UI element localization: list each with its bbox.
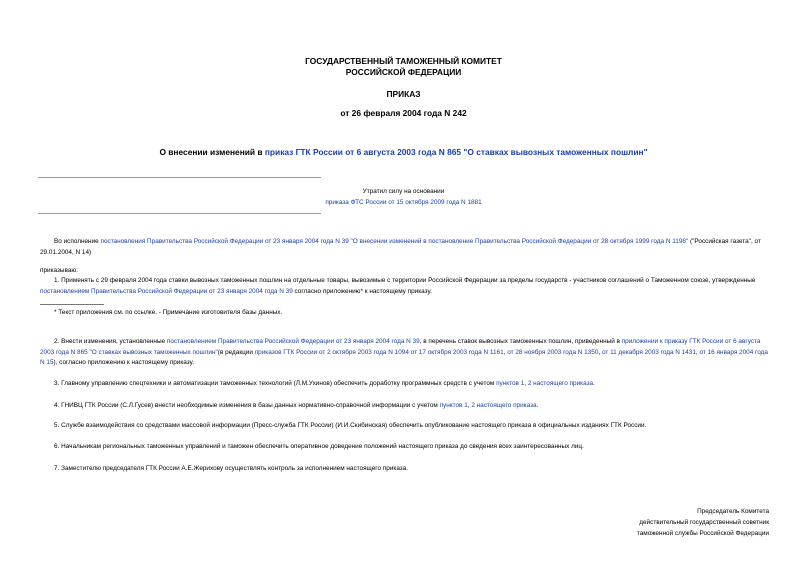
- p3-item-1-link[interactable]: пунктов 1: [496, 380, 525, 387]
- p4-text-2: ,: [467, 402, 472, 409]
- p2-text-3: (в редакции: [217, 348, 255, 356]
- footnote-separator: [40, 304, 104, 305]
- title-link[interactable]: приказ ГТК России от 6 августа 2003 года N 865 "О ставках вывозных таможенных пошлин": [264, 147, 648, 157]
- divider-bottom: [38, 213, 321, 214]
- p4-text-1: 4. ГНИВЦ ГТК России (С.Л.Гусев) внести необходимые изменения в базы данных нормативно-справочной информации с учетом: [54, 402, 440, 409]
- p1-resolution-link[interactable]: постановлением Правительства Российской Федерации от 23 января 2004 года N 39: [40, 287, 293, 295]
- p2-text-1: 2. Внести изменения, установленные: [54, 338, 167, 345]
- document-date: от 26 февраля 2004 года N 242: [340, 108, 467, 118]
- p3-text-3: .: [593, 380, 595, 387]
- orders-line: приказываю:: [40, 267, 78, 274]
- issuer-line-1: ГОСУДАРСТВЕННЫЙ ТАМОЖЕННЫЙ КОМИТЕТ: [305, 56, 502, 66]
- signature-line-2: действительный государственный советник: [639, 519, 769, 526]
- paragraph-2: [40, 337, 768, 369]
- title-prefix: О внесении изменений в: [159, 147, 265, 157]
- p1-text-2: согласно приложению* к настоящему приказу.: [292, 287, 432, 295]
- divider-top: [38, 177, 321, 178]
- p1-text: 1. Применять с 29 февраля 2004 года ставки вывозных таможенных пошлин на отдельные товары, вывозимые с территории Российской Федерации за пределы государств - участников соглашений о Таможенном союзе, утвержденные: [54, 277, 756, 284]
- signature-line-1: Председатель Комитета: [697, 508, 769, 515]
- p2-order-1161-link[interactable]: от 17 октября 2003 года N 1161: [410, 348, 504, 356]
- issuer-line-2: РОССИЙСКОЙ ФЕДЕРАЦИИ: [345, 67, 462, 77]
- document-title: [0, 147, 807, 158]
- p2-text-7: ,: [695, 348, 700, 356]
- signature-line-3: таможенной службы Российской Федерации: [636, 530, 769, 537]
- paragraph-5: 5. Службе взаимодействия со средствами массовой информации (Пресс-служба ГТК России) (И.И.Скибинская) обеспечить опубликование настоящего приказа в официальных изданиях ГТК России.: [54, 422, 647, 429]
- paragraph-1: [40, 276, 768, 297]
- p4-item-1-link[interactable]: пунктов 1: [439, 402, 468, 409]
- preamble-text-2: ("Российская газета", от 29.01.2004, N 14): [40, 238, 761, 256]
- footnote: * Текст приложения см. по ссылке. - Примечание изготовителя базы данных.: [54, 309, 283, 316]
- paragraph-3: [40, 379, 768, 390]
- p2-text-6: ,: [598, 348, 602, 356]
- status-note-line: [0, 198, 807, 207]
- p2-text-5: ,: [503, 348, 508, 356]
- p2-resolution-link[interactable]: постановлением Правительства Российской Федерации от 23 января 2004 года N 39: [166, 338, 420, 345]
- p3-item-2-link[interactable]: 2 настоящего приказа: [527, 380, 594, 387]
- p2-text-2: , в перечень ставок вывозных таможенных пошлин, приведенный в: [419, 338, 622, 345]
- status-note-text: Утратил силу на основании: [362, 188, 445, 195]
- document-type: ПРИКАЗ: [386, 89, 421, 99]
- government-resolution-link[interactable]: постановления Правительства Российской Федерации от 23 января 2004 года N 39 "О внесении изменений в постановление Правительства Российской Федерации от 28 октября 1999 года N 1198": [100, 238, 689, 245]
- p2-order-15-link[interactable]: от 16 января 2004 года N 15: [40, 348, 768, 366]
- paragraph-6: 6. Начальникам региональных таможенных управлений и таможен обеспечить оперативное доведение положений настоящего приказа до сведения всех заинтересованных лиц.: [54, 443, 584, 450]
- p4-item-2-link[interactable]: 2 настоящего приказа: [471, 402, 537, 409]
- preamble-paragraph: [40, 237, 768, 258]
- p2-order-1350-link[interactable]: от 28 ноября 2003 года N 1350: [507, 348, 599, 356]
- p2-appendix-link[interactable]: приложении к приказу ГТК России от 6 августа 2003 года N 865 "О ставках вывозных таможенных пошлин": [40, 338, 761, 356]
- p3-text-1: 3. Главному управлению спецтехники и автоматизации таможенных технологий (Л.М.Ухинов) обеспечить доработку программных средств с учетом: [54, 380, 497, 387]
- paragraph-7: 7. Заместителю председателя ГТК России А.Е.Жерихову осуществлять контроль за исполнением настоящего приказа.: [54, 465, 409, 472]
- p2-order-1094-link[interactable]: приказов ГТК России от 2 октября 2003 года N 1094: [254, 348, 409, 356]
- p4-text-3: .: [536, 402, 539, 409]
- repeal-order-link[interactable]: приказа ФТС России от 15 октября 2009 года N 1881: [325, 199, 482, 206]
- p2-order-1431-link[interactable]: от 11 декабря 2003 года N 1431: [601, 348, 696, 356]
- p3-text-2: ,: [524, 380, 528, 387]
- preamble-text: Во исполнение: [54, 238, 101, 245]
- p2-text-8: ), согласно приложению к настоящему приказу.: [53, 359, 194, 366]
- paragraph-4: [40, 401, 768, 412]
